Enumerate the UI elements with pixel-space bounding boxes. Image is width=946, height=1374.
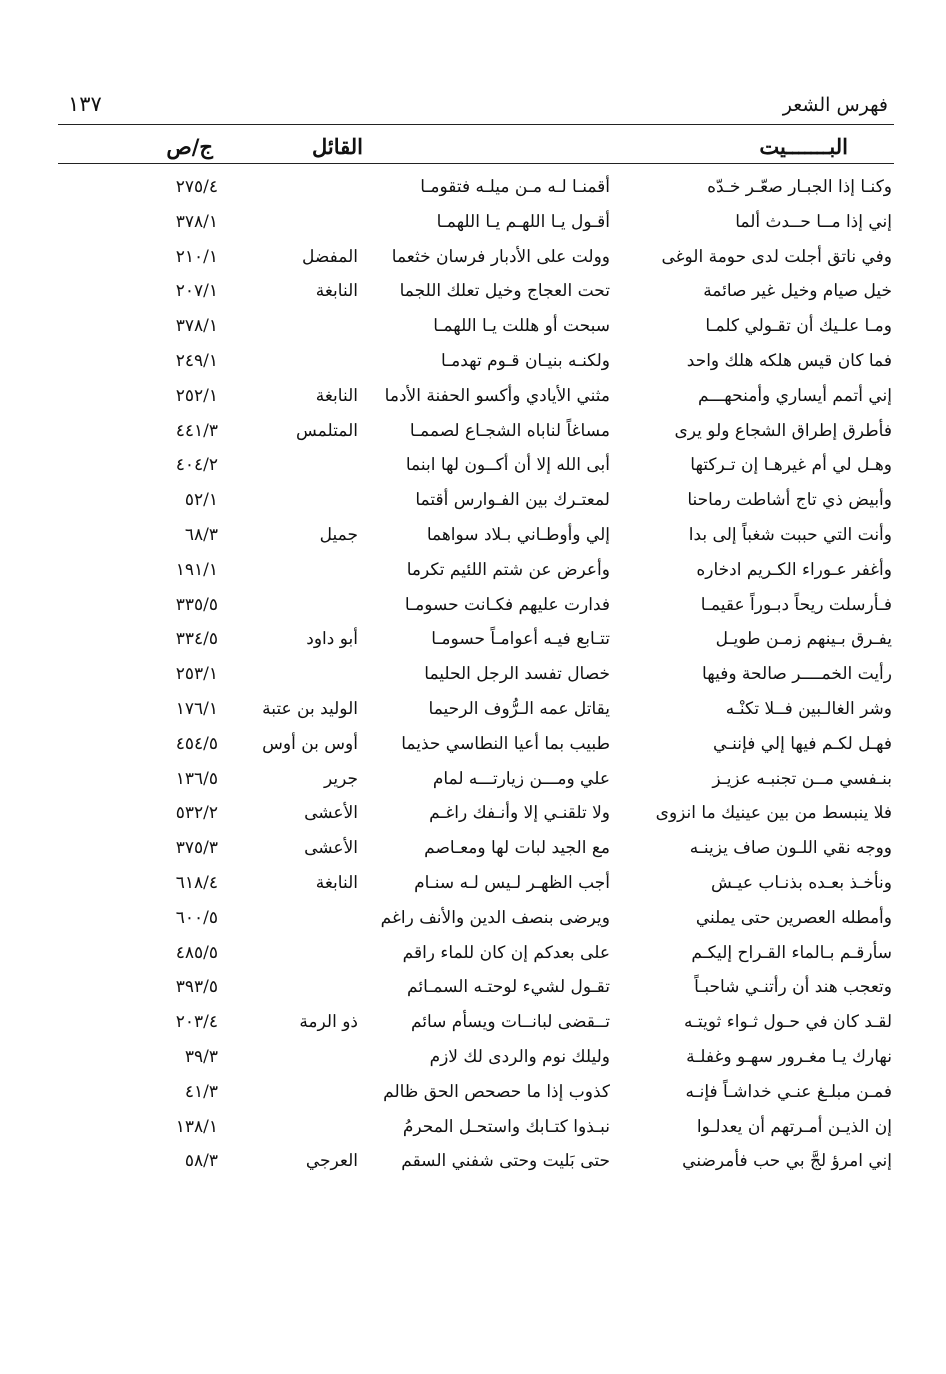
verse-second-hemistich: على بعدكم إن كان للماء راقم xyxy=(402,942,610,963)
poet-name: المتلمس xyxy=(296,420,358,441)
verse-first-hemistich: إني إذا مــا حــدث ألما xyxy=(735,211,892,232)
table-row xyxy=(0,274,946,309)
column-header-poet: القائل xyxy=(311,134,363,159)
table-row xyxy=(0,901,946,936)
verse-first-hemistich: يفـرق بـينهم زمـن طويـل xyxy=(715,629,892,650)
volume-page-ref: ٣٧٨/١ xyxy=(175,316,218,337)
verse-second-hemistich: فدارت عليهم فكـانت حسومـا xyxy=(404,594,610,615)
table-row xyxy=(0,1075,946,1110)
verse-second-hemistich: وولت على الأدبار فرسان خثعما xyxy=(391,246,610,267)
table-row xyxy=(0,1040,946,1075)
verse-first-hemistich: وشر الغالـبين فــلا تكنْـه xyxy=(725,698,892,719)
verse-second-hemistich: تحت العجاج وخيل تعلك اللجما xyxy=(399,281,610,302)
verse-second-hemistich: ولا تلقنـي إلا وأنـفك راغـم xyxy=(429,803,610,824)
verse-first-hemistich: بنـفسي مــن تجنبـه عزيـز xyxy=(712,768,892,789)
volume-page-ref: ١٣٦/٥ xyxy=(175,768,218,789)
table-row xyxy=(0,240,946,275)
poet-name: النابغة xyxy=(315,385,358,406)
volume-page-ref: ٦٠٠/٥ xyxy=(175,907,218,928)
verse-first-hemistich: ونأخـذ بعـده بذنـاب عيـش xyxy=(711,872,892,893)
verse-first-hemistich: فلا ينبسط من بين عينيك ما انزوى xyxy=(655,803,892,824)
table-row xyxy=(0,1144,946,1179)
verse-second-hemistich: أقمنـا لـه مـن ميلـه فتقومـا xyxy=(420,177,610,197)
verse-second-hemistich: نبـذوا كتـابك واستحـل المحرمُ xyxy=(402,1116,610,1137)
verse-first-hemistich: إني أتمم أيساري وأمنحهـــم xyxy=(698,385,892,406)
verse-first-hemistich: سأرقـم بـالماء القـراح إليكـم xyxy=(691,942,892,963)
table-row xyxy=(0,970,946,1005)
poet-name: المفضل xyxy=(302,246,358,267)
table-row xyxy=(0,692,946,727)
volume-page-ref: ٣٣٤/٥ xyxy=(175,629,218,650)
verse-second-hemistich: إلي وأوطـاني بـلاد سواهما xyxy=(426,524,610,545)
volume-page-ref: ٥٨/٣ xyxy=(184,1151,218,1172)
table-row xyxy=(0,1110,946,1145)
verse-first-hemistich: فهـل لكـم فيها إلي فإننـي xyxy=(713,733,892,754)
table-row xyxy=(0,379,946,414)
verse-second-hemistich: سبحت أو هللت يـا اللهمـا xyxy=(433,316,610,337)
verse-first-hemistich: خيل صيام وخيل غير صائمة xyxy=(703,281,892,302)
verse-second-hemistich: مثني الأيادي وأكسو الحفنة الأدما xyxy=(384,385,610,406)
table-row xyxy=(0,588,946,623)
poetry-index-table xyxy=(0,170,946,1179)
table-row xyxy=(0,831,946,866)
verse-second-hemistich: طبيب بما أعيا النطاسي حذيما xyxy=(401,733,610,754)
verse-second-hemistich: ويرضى بنصف الدين والأنف راغم xyxy=(380,907,610,928)
verse-second-hemistich: وليلك نوم والردى لك لازم xyxy=(429,1046,610,1067)
table-row xyxy=(0,936,946,971)
table-row xyxy=(0,622,946,657)
verse-first-hemistich: إن الذيـن أمـرتهم أن يعدلـوا xyxy=(696,1116,892,1137)
verse-first-hemistich: رأيت الخمــــر صالحة وفيها xyxy=(702,664,892,685)
verse-first-hemistich: وأنت التي حببت شغباً إلى بدا xyxy=(688,524,892,545)
verse-first-hemistich: لقـد كان في حـول ثـواء ثويتـه xyxy=(683,1012,892,1033)
column-header-rule xyxy=(58,163,894,164)
table-row xyxy=(0,414,946,449)
verse-first-hemistich: وكنـا إذا الجبـار صعّـر خـدّه xyxy=(707,177,892,197)
volume-page-ref: ٢٠٣/٤ xyxy=(175,1012,218,1033)
verse-first-hemistich: ومـا علـيك أن تقـولي كلمـا xyxy=(705,316,892,337)
verse-second-hemistich: أجب الظهـر لـيس لـه سنـام xyxy=(414,872,610,893)
table-row xyxy=(0,205,946,240)
poet-name: النابغة xyxy=(315,872,358,893)
verse-first-hemistich: فما كان قيس هلكه هلك واحد xyxy=(686,350,892,371)
verse-first-hemistich: وأبيض ذي تاج أشاطت رماحنا xyxy=(687,490,892,511)
column-header-verse: البـــــــيت xyxy=(759,134,848,159)
poet-name: ذو الرمة xyxy=(299,1012,358,1033)
running-title: فهرس الشعر xyxy=(782,94,888,116)
volume-page-ref: ١٣٨/١ xyxy=(175,1116,218,1137)
volume-page-ref: ٤٤١/٣ xyxy=(175,420,218,441)
verse-second-hemistich: علي ومـــن زيارتـــه لمام xyxy=(432,768,610,789)
poet-name: العرجي xyxy=(305,1151,358,1172)
table-row xyxy=(0,518,946,553)
verse-second-hemistich: خصال تفسد الرجل الحليما xyxy=(424,664,610,685)
header-rule xyxy=(58,124,894,125)
verse-first-hemistich: وتعجب هند أن رأتنـي شاحبـاً xyxy=(694,977,892,998)
volume-page-ref: ٤٥٤/٥ xyxy=(175,733,218,754)
verse-second-hemistich: ولكنـه بنيـان قـوم تهدمـا xyxy=(440,350,610,371)
verse-first-hemistich: إني امرؤ لجَّ بي حب فأمرضني xyxy=(682,1151,892,1172)
verse-first-hemistich: نهارك يـا مغـرور سهـو وغفلـة xyxy=(686,1046,892,1067)
verse-second-hemistich: أقـول يـا اللهـم يـا اللهمـا xyxy=(436,211,610,232)
volume-page-ref: ١٩١/١ xyxy=(175,559,218,580)
poet-name: الأعشى xyxy=(304,838,358,859)
verse-second-hemistich: وأعرض عن شتم اللئيم تكرما xyxy=(406,559,610,580)
poet-name: النابغة xyxy=(315,281,358,302)
volume-page-ref: ٣٧٥/٣ xyxy=(175,838,218,859)
volume-page-ref: ١٧٦/١ xyxy=(175,698,218,719)
volume-page-ref: ٢٤٩/١ xyxy=(175,350,218,371)
verse-first-hemistich: وهـل لي أم غيرهـا إن تـركتها xyxy=(690,455,892,476)
poet-name: جميل xyxy=(319,524,358,545)
verse-second-hemistich: تــقضى لبانــات ويسأم سائم xyxy=(410,1012,610,1033)
verse-first-hemistich: ووجه نقي اللـون صاف يزينـه xyxy=(689,838,892,859)
page-number: ١٣٧ xyxy=(68,92,102,116)
table-row xyxy=(0,344,946,379)
verse-first-hemistich: وأمطله العصرين حتى يملني xyxy=(695,907,892,928)
poet-name: جرير xyxy=(324,768,358,789)
table-row xyxy=(0,866,946,901)
volume-page-ref: ٢٥٣/١ xyxy=(175,664,218,685)
volume-page-ref: ٦٨/٣ xyxy=(184,524,218,545)
volume-page-ref: ٥٢/١ xyxy=(184,490,218,511)
verse-second-hemistich: مساغاً لناباه الشجـاع لصممـا xyxy=(409,420,610,441)
volume-page-ref: ٢٥٢/١ xyxy=(175,385,218,406)
volume-page-ref: ٤٨٥/٥ xyxy=(175,942,218,963)
column-header-ref: ج/ص xyxy=(166,134,213,159)
table-row xyxy=(0,762,946,797)
volume-page-ref: ٤١/٣ xyxy=(184,1081,218,1102)
table-row xyxy=(0,1005,946,1040)
verse-second-hemistich: حتى بَليت وحتى شفني السقم xyxy=(401,1151,610,1172)
verse-first-hemistich: وأغفر عـوراء الكـريم ادخاره xyxy=(696,559,892,580)
table-row xyxy=(0,657,946,692)
verse-second-hemistich: تقـول لشيء لوحتـه السمـائم xyxy=(407,977,610,998)
verse-second-hemistich: يقاتل عمه الـرُّوف الرحيما xyxy=(428,698,610,719)
volume-page-ref: ٢٧٥/٤ xyxy=(175,177,218,197)
volume-page-ref: ٢٠٧/١ xyxy=(175,281,218,302)
poet-name: أوس بن أوس xyxy=(262,733,358,754)
volume-page-ref: ٣٧٨/١ xyxy=(175,211,218,232)
table-row xyxy=(0,483,946,518)
volume-page-ref: ٤٠٤/٢ xyxy=(175,455,218,476)
volume-page-ref: ٥٣٢/٢ xyxy=(175,803,218,824)
table-row xyxy=(0,309,946,344)
verse-second-hemistich: كذوب إذا ما حصحص الحق ظالم xyxy=(383,1081,610,1102)
verse-second-hemistich: أبى الله إلا أن أكــون لها ابنما xyxy=(405,455,610,476)
table-row xyxy=(0,170,946,205)
verse-second-hemistich: لمعتـرك بين الفـوارس أقتما xyxy=(415,490,610,511)
poet-name: الأعشى xyxy=(304,803,358,824)
table-row xyxy=(0,796,946,831)
table-row xyxy=(0,727,946,762)
poet-name: أبو داود xyxy=(306,629,358,650)
volume-page-ref: ٢١٠/١ xyxy=(175,246,218,267)
verse-first-hemistich: وفي ناتق أجلت لدى حومة الوغى xyxy=(661,246,892,267)
verse-first-hemistich: فأطرق إطراق الشجاع ولو يرى xyxy=(674,420,892,441)
poet-name: الوليد بن عتبة xyxy=(262,698,358,719)
volume-page-ref: ٣٩٣/٥ xyxy=(175,977,218,998)
verse-second-hemistich: مع الجيد لبات لها ومعـاصم xyxy=(424,838,610,859)
volume-page-ref: ٣٩/٣ xyxy=(184,1046,218,1067)
verse-first-hemistich: فمـن مبلـغ عنـي خداشـاً فإنـه xyxy=(685,1081,892,1102)
table-row xyxy=(0,553,946,588)
table-row xyxy=(0,448,946,483)
verse-first-hemistich: فـأرسلت ريحاً دبـوراً عقيمـا xyxy=(700,594,892,615)
verse-second-hemistich: تتـابع فيـه أعوامـاً حسومـا xyxy=(431,629,610,650)
volume-page-ref: ٣٣٥/٥ xyxy=(175,594,218,615)
volume-page-ref: ٦١٨/٤ xyxy=(175,872,218,893)
